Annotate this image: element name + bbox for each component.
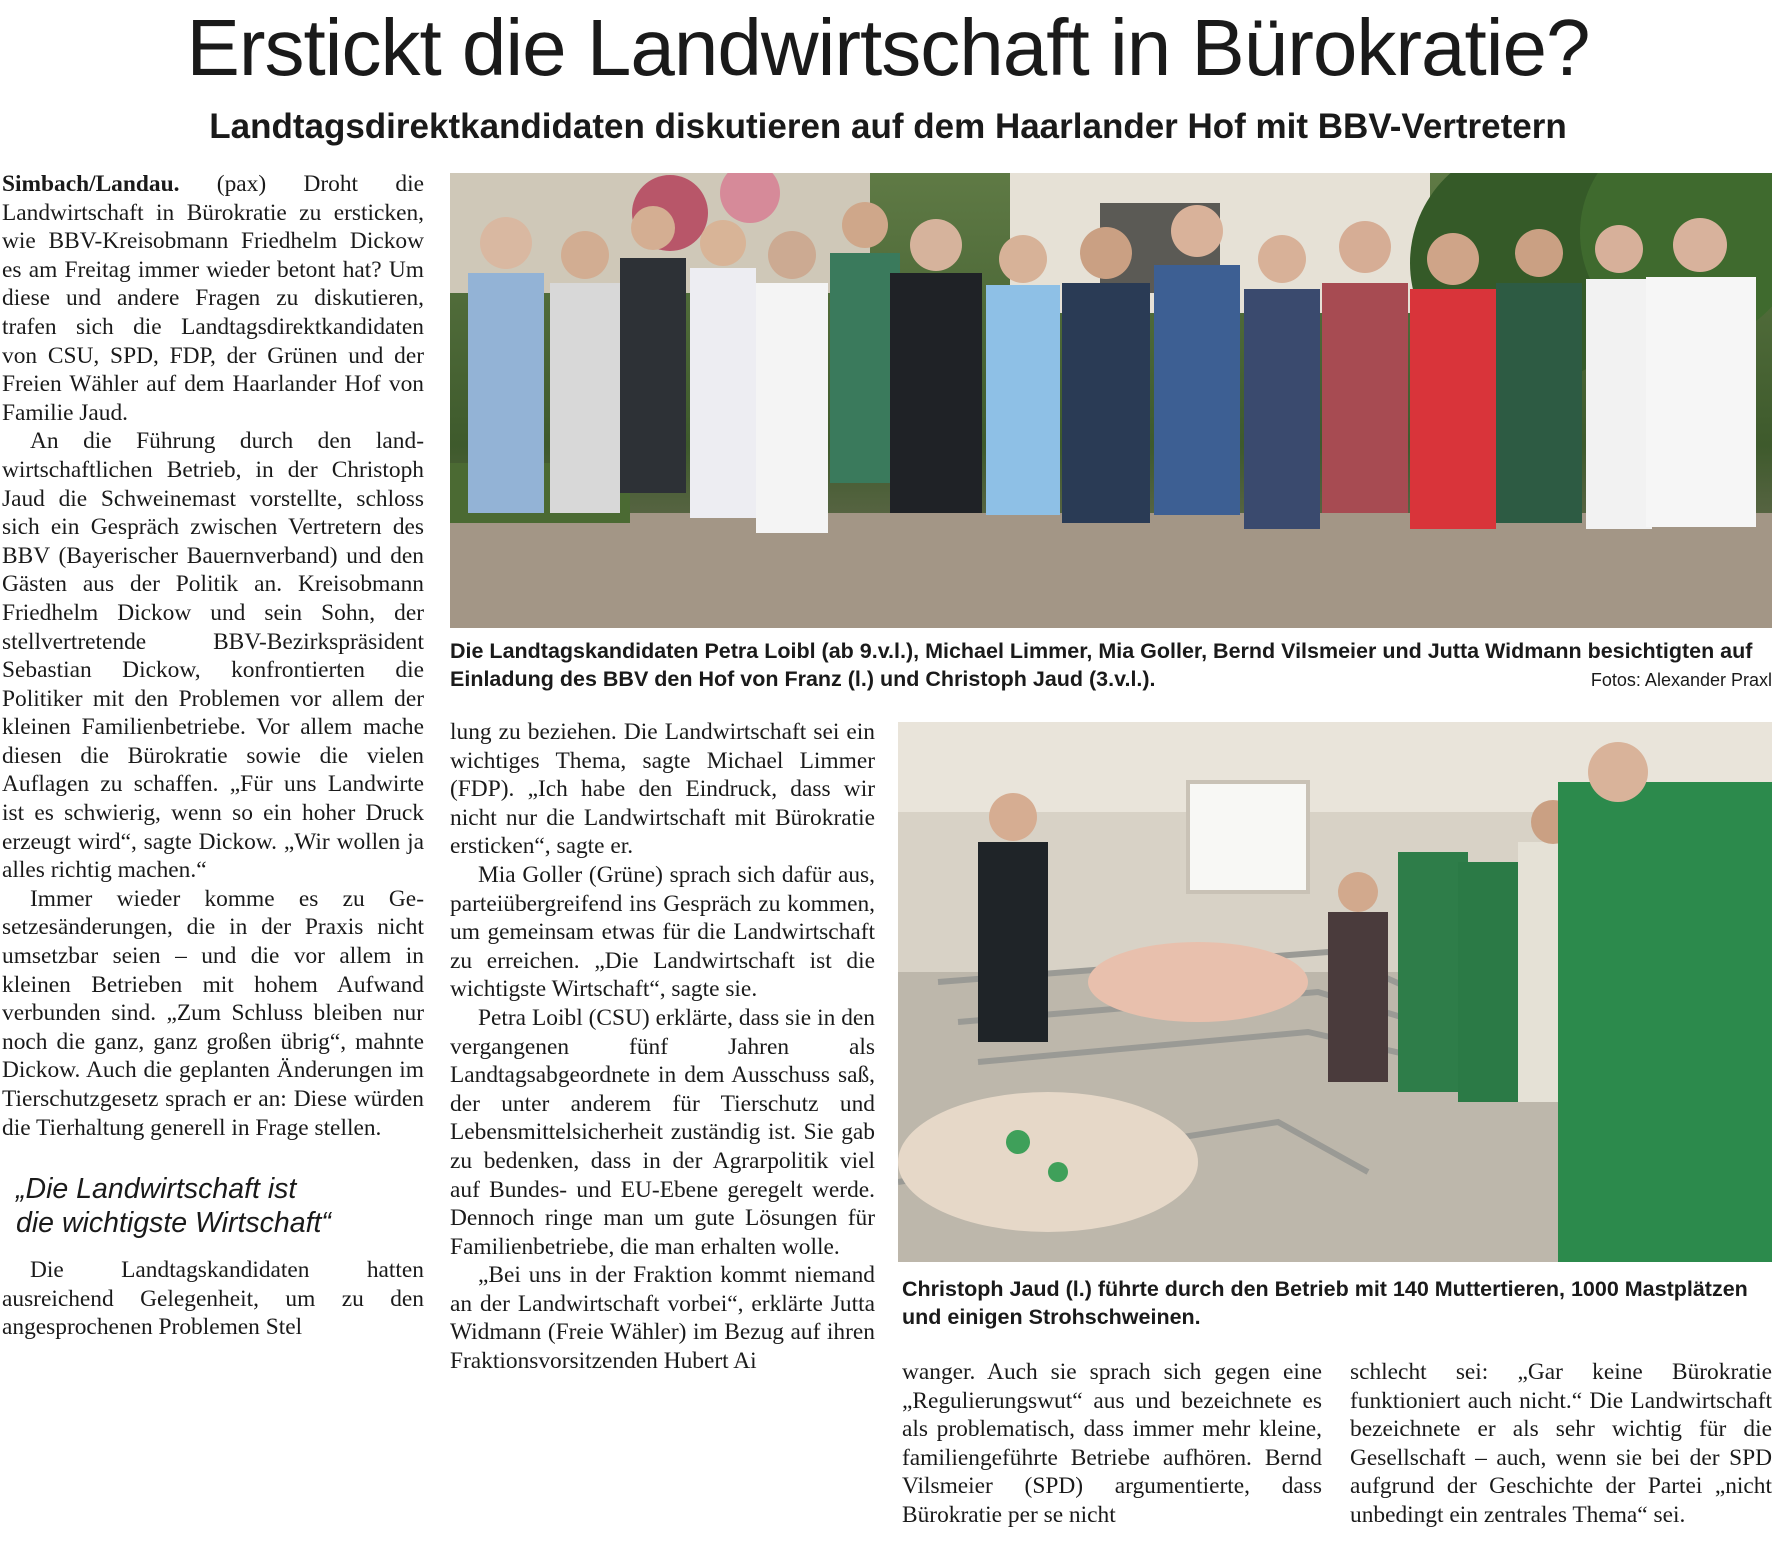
paragraph: lung zu beziehen. Die Landwirtschaft sei ein wichtiges Thema, sagte Michael Limmer (FDP). „Ich habe den Eindruck, dass wir nicht nur die Landwirtschaft mit Bürokratie ersticken“, sagte er.	[450, 719, 875, 860]
paragraph	[2, 170, 424, 427]
photo-credit: Fotos: Alexander Praxl	[1590, 670, 1772, 690]
subhead-line: die wichtigste Wirtschaft“	[16, 1207, 331, 1240]
section-subhead	[16, 1172, 424, 1240]
subheadline: Landtagsdirektkandidaten diskutieren auf dem Haarlander Hof mit BBV-Vertretern	[209, 107, 1567, 146]
article-column-3	[902, 1358, 1322, 1563]
paragraph: wanger. Auch sie sprach sich gegen eine „Regulierungswut“ aus und bezeichnete es als problematisch, dass immer mehr kleine, familiengeführte Betriebe aufhören. Bernd Vilsmeier (SPD) argumentierte, dass Bürokratie per se nicht	[902, 1359, 1322, 1528]
paragraph: An die Führung durch den landwirtschaftlichen Betrieb, in der Christoph Jaud die Schweinemast vorstellte, schloss sich ein Gespräch zwischen Vertretern des BBV (Bayerischer Bauernverband) und den Gästen aus der Politik an. Kreisobmann Friedhelm Dickow und sein Sohn, der stellvertretende BBV-Bezirkspräsident Sebastian Dickow, konfrontierten die Politiker mit den Problemen vor allem der kleinen Familienbetriebe. Vor allem mache diesen die Bürokratie sowie die vielen Auflagen zu schaffen. „Für uns Landwirte ist es schwierig, wenn so ein hoher Druck erzeugt wird“, sagte Dickow. „Wir wollen ja alles richtig machen.“	[2, 428, 424, 884]
dateline: Simbach/Landau.	[2, 171, 180, 197]
paragraph: Mia Goller (Grüne) sprach sich dafür aus, parteiübergreifend ins Gespräch zu kommen, um gemeinsam etwas für die Landwirtschaft zu erreichen. „Die Landwirtschaft ist die wichtigste Wirtschaft“, sagte sie.	[450, 861, 875, 1003]
barn-photo	[898, 722, 1772, 1262]
subhead-line: „Die Landwirtschaft ist	[16, 1173, 297, 1206]
photo-caption: Christoph Jaud (l.) führte durch den Betrieb mit 140 Muttertieren, 1000 Mastplätzen und einigen Strohschweinen.	[902, 1277, 1748, 1329]
paragraph: schlecht sei: „Gar keine Bürokratie funktioniert auch nicht.“ Die Landwirtschaft bezeichnete er als sehr wichtig für die Gesellschaft – auch, wenn sie bei der SPD aufgrund der Geschichte der Partei „nicht unbedingt ein zentrales Thema“ sei.	[1350, 1359, 1772, 1528]
paragraph: „Bei uns in der Fraktion kommt niemand an der Landwirtschaft vorbei“, erklärte Jutta Widmann (Freie Wähler) im Bezug auf ihren Fraktionsvorsitzenden Hubert Ai	[450, 1262, 875, 1375]
headline: Erstickt die Landwirtschaft in Bürokratie?	[186, 3, 1590, 92]
paragraph: Die Landtagskandidaten hatten ausreichend Gelegenheit, um zu den angesprochenen Problemen Stel	[2, 1257, 424, 1341]
paragraph-text: (pax) Droht die Landwirtschaft in Bürokratie zu ersticken, wie BBV-Kreisobmann Friedhelm Dickow es am Freitag immer wieder betont hat? Um diese und andere Fragen zu diskutieren, trafen sich die Landtagsdirektkandidaten von CSU, SPD, FDP, der Grünen und der Freien Wähler auf dem Haarlander Hof von Familie Jaud.	[2, 171, 424, 426]
article-column-2	[450, 718, 875, 1563]
article-column-4	[1350, 1358, 1772, 1563]
article-column-1	[2, 170, 424, 1560]
group-photo	[450, 173, 1772, 628]
paragraph: Immer wieder komme es zu Gesetzesänderungen, die in der Praxis nicht umsetzbar seien – und die vor allem in kleinen Betrieben mit hohem Aufwand verbunden sind. „Zum Schluss bleiben nur noch die ganz, ganz großen übrig“, mahnte Dickow. Auch die geplanten Änderungen im Tierschutzgesetz sprach er an: Diese würden die Tierhaltung generell in Frage stellen.	[2, 885, 424, 1141]
paragraph: Petra Loibl (CSU) erklärte, dass sie in den vergangenen fünf Jahren als Landtagsabgeordnete in dem Ausschuss saß, der unter anderem für Tierschutz und Lebensmittelsicherheit zuständig ist. Sie gab zu bedenken, dass in der Agrarpolitik viel auf Bundes- und EU-Ebene geregelt werde. Dennoch ringe man um gute Lösungen für Familienbetriebe, die man erhalten wolle.	[450, 1004, 875, 1260]
photo-caption: Die Landtagskandidaten Petra Loibl (ab 9.v.l.), Michael Limmer, Mia Goller, Bernd Vilsmeier und Jutta Widmann besichtigten auf Einladung des BBV den Hof von Franz (l.) und Christoph Jaud (3.v.l.).	[450, 639, 1753, 691]
